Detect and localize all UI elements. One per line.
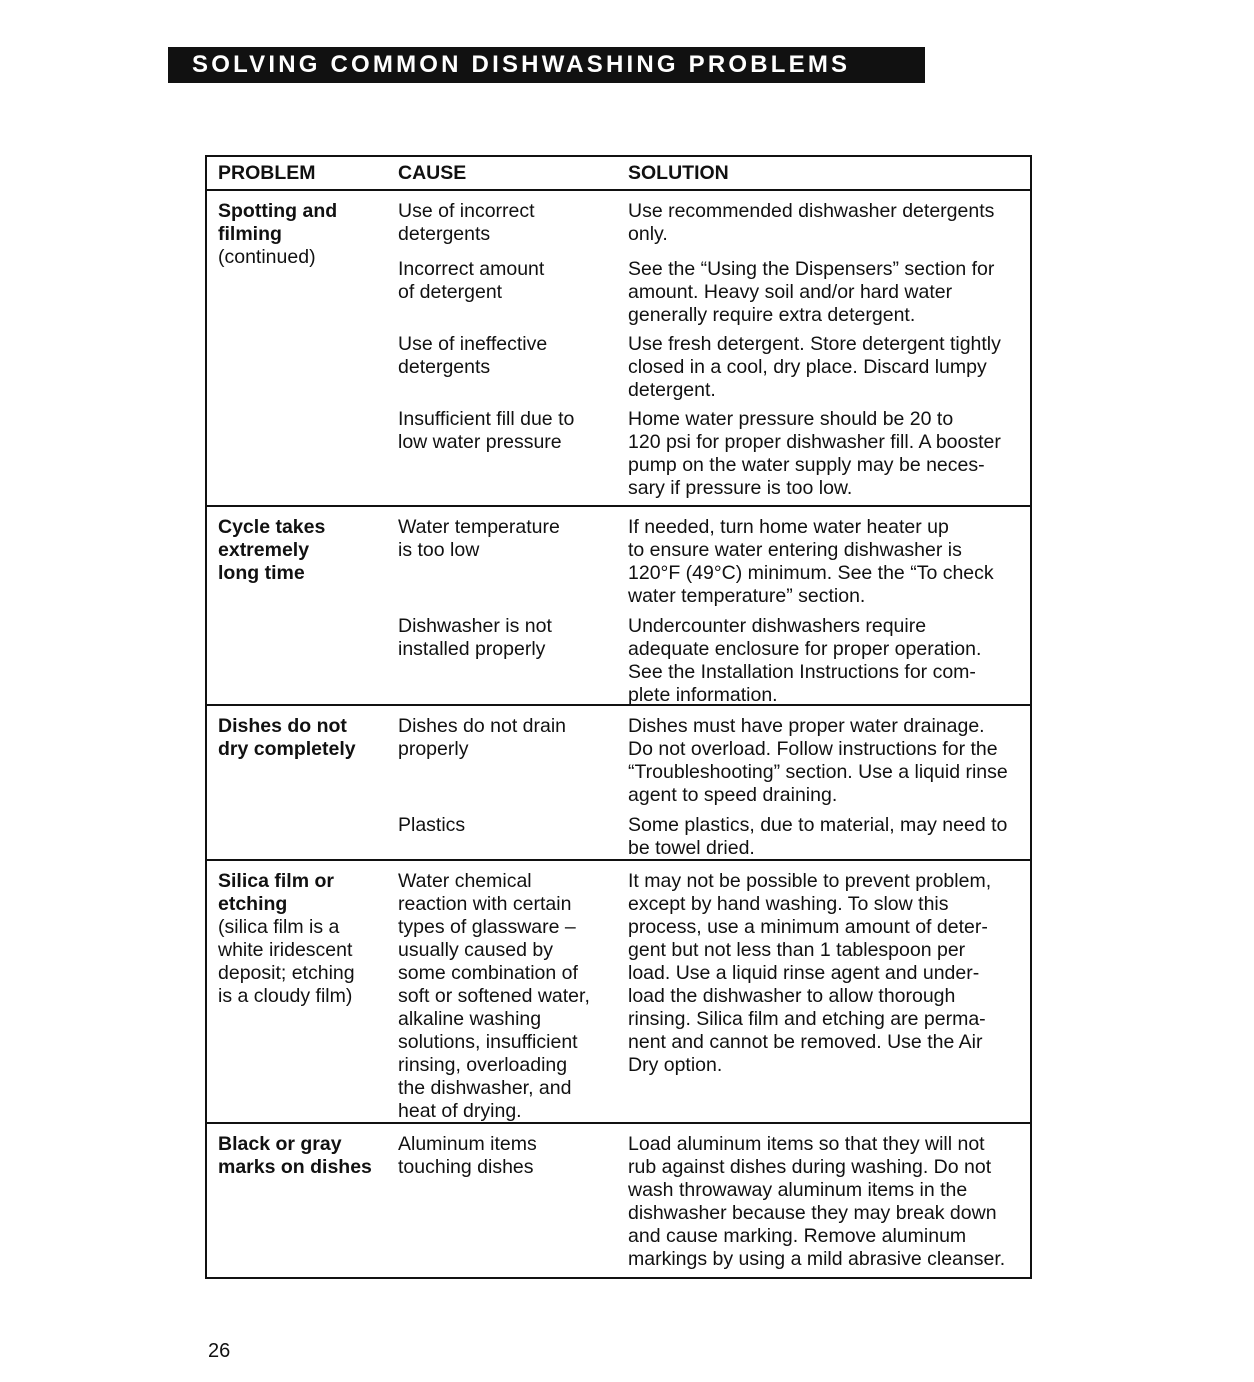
table-row <box>207 1124 1030 1281</box>
cause-line: is too low <box>398 539 480 561</box>
cause-line: Water temperature <box>398 516 560 538</box>
solution-cell <box>628 333 1028 402</box>
solution-line: 120 psi for proper dishwasher fill. A booster <box>628 431 1001 453</box>
cause-cell <box>398 715 613 761</box>
cause-cell <box>398 258 613 304</box>
cause-line: usually caused by <box>398 939 554 961</box>
problem-note-line: is a cloudy film) <box>218 985 353 1007</box>
solution-line: See the Installation Instructions for com- <box>628 661 976 683</box>
section-title-banner: SOLVING COMMON DISHWASHING PROBLEMS <box>168 47 925 83</box>
solution-line: agent to speed draining. <box>628 784 838 806</box>
solution-cell <box>628 814 1028 860</box>
cause-line: Insufficient fill due to <box>398 408 575 430</box>
solution-cell <box>628 408 1028 500</box>
cause-line: Aluminum items <box>398 1133 537 1155</box>
table-row <box>207 861 1030 1124</box>
table-row <box>207 706 1030 861</box>
cause-line: the dishwasher, and <box>398 1077 572 1099</box>
problem-title-line: Dishes do not <box>218 715 347 737</box>
solution-line: rub against dishes during washing. Do not <box>628 1156 992 1178</box>
solution-cell <box>628 715 1028 807</box>
cause-cell <box>398 200 613 246</box>
solution-cell <box>628 258 1028 327</box>
cause-line: types of glassware – <box>398 916 576 938</box>
solution-line: It may not be possible to prevent problem, <box>628 870 992 892</box>
solution-cell <box>628 516 1028 608</box>
solution-line: Do not overload. Follow instructions for the <box>628 738 998 760</box>
problem-title-line: Black or gray <box>218 1133 342 1155</box>
solution-line: closed in a cool, dry place. Discard lumpy <box>628 356 987 378</box>
cause-line: solutions, insufficient <box>398 1031 578 1053</box>
cause-line: Use of ineffective <box>398 333 548 355</box>
solution-line: “Troubleshooting” section. Use a liquid rinse <box>628 761 1008 783</box>
solution-cell <box>628 615 1028 707</box>
problem-note-line: (silica film is a <box>218 916 340 938</box>
cause-cell <box>398 615 613 661</box>
troubleshooting-table <box>205 155 1032 1279</box>
solution-line: be towel dried. <box>628 837 755 859</box>
cause-line: some combination of <box>398 962 578 984</box>
problem-cell <box>218 200 388 269</box>
header-problem: PROBLEM <box>218 162 316 184</box>
cause-cell <box>398 1133 613 1179</box>
solution-line: sary if pressure is too low. <box>628 477 853 499</box>
solution-cell <box>628 870 1028 1077</box>
problem-title-line: marks on dishes <box>218 1156 372 1178</box>
solution-line: to ensure water entering dishwasher is <box>628 539 962 561</box>
solution-line: markings by using a mild abrasive cleanser. <box>628 1248 1006 1270</box>
cause-cell <box>398 408 613 454</box>
cause-line: heat of drying. <box>398 1100 522 1122</box>
cause-line: rinsing, overloading <box>398 1054 568 1076</box>
header-cause: CAUSE <box>398 162 467 184</box>
cause-line: touching dishes <box>398 1156 534 1178</box>
solution-line: Use fresh detergent. Store detergent tightly <box>628 333 1001 355</box>
cause-line: soft or softened water, <box>398 985 590 1007</box>
cause-line: Dishes do not drain <box>398 715 567 737</box>
solution-line: load the dishwasher to allow thorough <box>628 985 956 1007</box>
solution-line: Dry option. <box>628 1054 723 1076</box>
solution-line: plete information. <box>628 684 778 706</box>
solution-line: dishwasher because they may break down <box>628 1202 997 1224</box>
solution-line: nent and cannot be removed. Use the Air <box>628 1031 983 1053</box>
problem-title-line: filming <box>218 223 282 245</box>
problem-title-line: long time <box>218 562 305 584</box>
problem-cell <box>218 516 388 585</box>
table-body <box>207 191 1030 1281</box>
solution-line: generally require extra detergent. <box>628 304 916 326</box>
solution-line: Some plastics, due to material, may need to <box>628 814 1008 836</box>
cause-line: Incorrect amount <box>398 258 545 280</box>
solution-line: water temperature” section. <box>628 585 866 607</box>
table-row <box>207 507 1030 706</box>
solution-cell <box>628 200 1028 246</box>
solution-line: Undercounter dishwashers require <box>628 615 927 637</box>
header-solution: SOLUTION <box>628 162 729 184</box>
cause-line: Plastics <box>398 814 466 836</box>
solution-line: rinsing. Silica film and etching are perma- <box>628 1008 986 1030</box>
solution-line: only. <box>628 223 668 245</box>
solution-line: load. Use a liquid rinse agent and under- <box>628 962 980 984</box>
solution-line: wash throwaway aluminum items in the <box>628 1179 968 1201</box>
solution-line: Load aluminum items so that they will not <box>628 1133 985 1155</box>
cause-line: Dishwasher is not <box>398 615 552 637</box>
cause-cell <box>398 814 613 837</box>
problem-title-line: extremely <box>218 539 310 561</box>
cause-cell <box>398 870 613 1123</box>
cause-line: detergents <box>398 356 491 378</box>
cause-line: Use of incorrect <box>398 200 535 222</box>
cause-cell <box>398 516 613 562</box>
solution-line: If needed, turn home water heater up <box>628 516 949 538</box>
solution-line: See the “Using the Dispensers” section for <box>628 258 995 280</box>
cause-line: of detergent <box>398 281 503 303</box>
solution-line: process, use a minimum amount of deter- <box>628 916 988 938</box>
cause-line: low water pressure <box>398 431 562 453</box>
solution-line: adequate enclosure for proper operation. <box>628 638 982 660</box>
solution-line: except by hand washing. To slow this <box>628 893 949 915</box>
cause-line: installed properly <box>398 638 546 660</box>
cause-cell <box>398 333 613 379</box>
problem-title-line: Spotting and <box>218 200 338 222</box>
problem-title-line: etching <box>218 893 288 915</box>
cause-line: properly <box>398 738 469 760</box>
cause-line: detergents <box>398 223 491 245</box>
solution-line: Home water pressure should be 20 to <box>628 408 954 430</box>
solution-cell <box>628 1133 1028 1271</box>
cause-line: Water chemical <box>398 870 532 892</box>
problem-cell <box>218 715 388 761</box>
cause-line: reaction with certain <box>398 893 572 915</box>
problem-title-line: Silica film or <box>218 870 334 892</box>
table-row <box>207 191 1030 507</box>
solution-line: Use recommended dishwasher detergents <box>628 200 995 222</box>
problem-cell <box>218 870 388 1008</box>
solution-line: pump on the water supply may be neces- <box>628 454 985 476</box>
solution-line: detergent. <box>628 379 716 401</box>
solution-line: 120°F (49°C) minimum. See the “To check <box>628 562 994 584</box>
problem-note-line: (continued) <box>218 246 316 268</box>
solution-line: gent but not less than 1 tablespoon per <box>628 939 966 961</box>
page-number: 26 <box>208 1340 231 1362</box>
problem-note-line: white iridescent <box>218 939 353 961</box>
solution-line: and cause marking. Remove aluminum <box>628 1225 967 1247</box>
table-header <box>207 157 1030 191</box>
cause-line: alkaline washing <box>398 1008 542 1030</box>
problem-title-line: Cycle takes <box>218 516 326 538</box>
problem-note-line: deposit; etching <box>218 962 355 984</box>
problem-title-line: dry completely <box>218 738 356 760</box>
solution-line: Dishes must have proper water drainage. <box>628 715 985 737</box>
problem-cell <box>218 1133 388 1179</box>
solution-line: amount. Heavy soil and/or hard water <box>628 281 953 303</box>
